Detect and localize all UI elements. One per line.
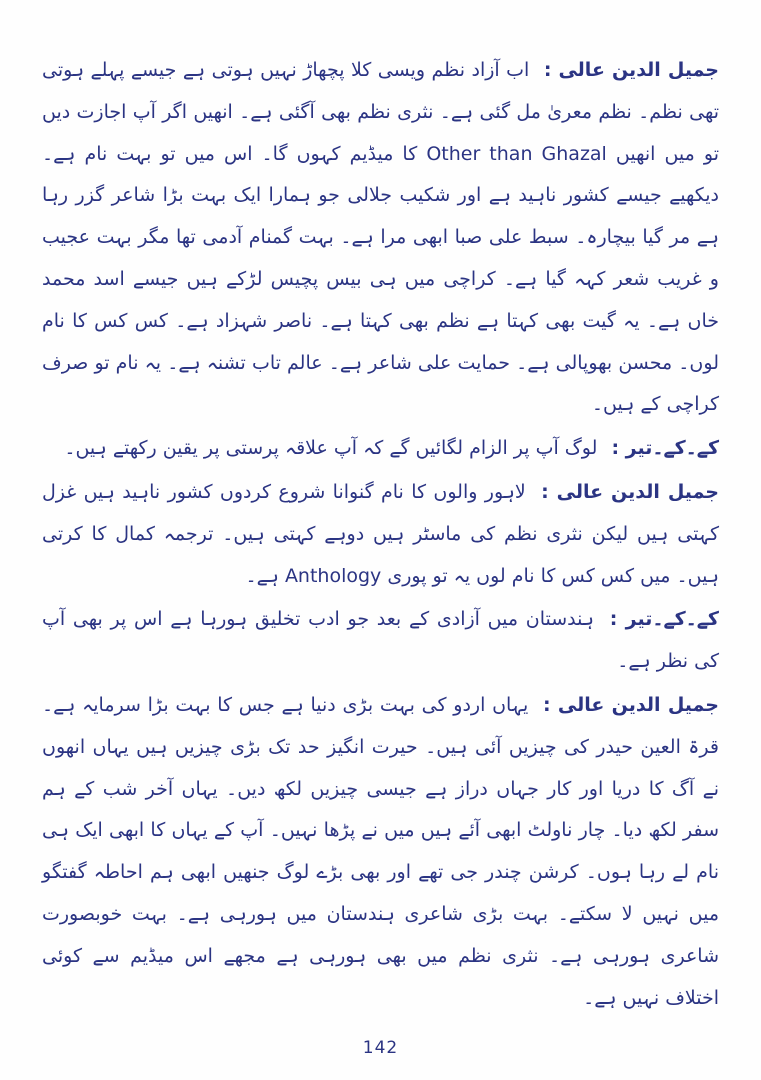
dialogue-paragraph — [42, 428, 719, 470]
speech-text: لاہور والوں کا نام گنوانا شروع کردوں کشور ناہید ہیں غزل کہتی ہیں لیکن نثری نظم کی ماسٹر ہیں دوہے کہتی ہیں۔ ترجمہ کمال کا کرتی ہیں۔ میں کس کس کا نام لوں یہ تو پوری Anthology ہے۔ — [42, 480, 719, 587]
dialogue-block — [42, 50, 719, 1019]
speech-text: لوگ آپ پر الزام لگائیں گے کہ آپ علاقہ پرستی پر یقین رکھتے ہیں۔ — [64, 437, 598, 460]
speaker-name: کے۔کے۔تیر : — [611, 437, 719, 460]
speaker-name: جمیل الدین عالی : — [541, 480, 719, 503]
dialogue-paragraph — [42, 472, 719, 597]
speech-text: اب آزاد نظم ویسی کلا پچھاڑ نہیں ہوتی ہے جیسے پہلے ہوتی تھی نظم۔ نظم معریٰ مل گئی ہے۔ نثری نظم بھی آگئی ہے۔ انھیں اگر آپ اجازت دیں تو میں انھیں Other than Ghazal کا میڈیم کہوں گا۔ اس میں تو بہت نام ہے۔ دیکھیے جیسے کشور ناہید ہے اور شکیب جلالی جو ہمارا ایک بہت بڑا شاعر گزر رہا ہے مر گیا بیچارہ۔ سبط علی صبا ابھی مرا ہے۔ بہت گمنام آدمی تھا مگر بہت عجیب و غریب شعر کہہ گیا ہے۔ کراچی میں ہی بیس پچیس لڑکے ہیں جیسے اسد محمد خاں ہے۔ یہ گیت بھی کہتا ہے نظم بھی کہتا ہے۔ ناصر شہزاد ہے۔ کس کس کا نام لوں۔ محسن بھوپالی ہے۔ حمایت علی شاعر ہے۔ عالم تاب تشنہ ہے۔ یہ نام تو صرف کراچی کے ہیں۔ — [42, 59, 719, 416]
speaker-name: کے۔کے۔تیر : — [609, 608, 719, 631]
page-number: 142 — [362, 1038, 399, 1058]
dialogue-paragraph — [42, 685, 719, 1019]
speech-text: ہندستان میں آزادی کے بعد جو ادب تخلیق ہورہا ہے اس پر بھی آپ کی نظر ہے۔ — [42, 608, 719, 673]
dialogue-paragraph — [42, 50, 719, 426]
speech-text: یہاں اردو کی بہت بڑی دنیا ہے جس کا بہت بڑا سرمایہ ہے۔ قرۃ العین حیدر کی چیزیں آئی ہیں۔ حیرت انگیز حد تک بڑی چیزیں ہیں یہاں انھوں نے آگ کا دریا اور کار جہاں دراز ہے جیسی چیزیں لکھ دیں۔ یہاں آخر شب کے ہم سفر لکھ دیا۔ چار ناولٹ ابھی آئے ہیں میں نے پڑھا نہیں۔ آپ کے یہاں کا ابھی ایک ہی نام لے رہا ہوں۔ کرشن چندر جی تھے اور بھی بڑے لوگ جنھیں ابھی ہم احاطہ گفتگو میں نہیں لا سکتے۔ بہت بڑی شاعری ہندستان میں ہورہی ہے۔ بہت خوبصورت شاعری ہورہی ہے۔ نثری نظم میں بھی ہورہی ہے مجھے اس میڈیم سے کوئی اختلاف نہیں ہے۔ — [42, 693, 719, 1009]
speaker-name: جمیل الدین عالی : — [543, 693, 719, 716]
speaker-name: جمیل الدین عالی : — [543, 59, 720, 81]
dialogue-paragraph — [42, 599, 719, 683]
